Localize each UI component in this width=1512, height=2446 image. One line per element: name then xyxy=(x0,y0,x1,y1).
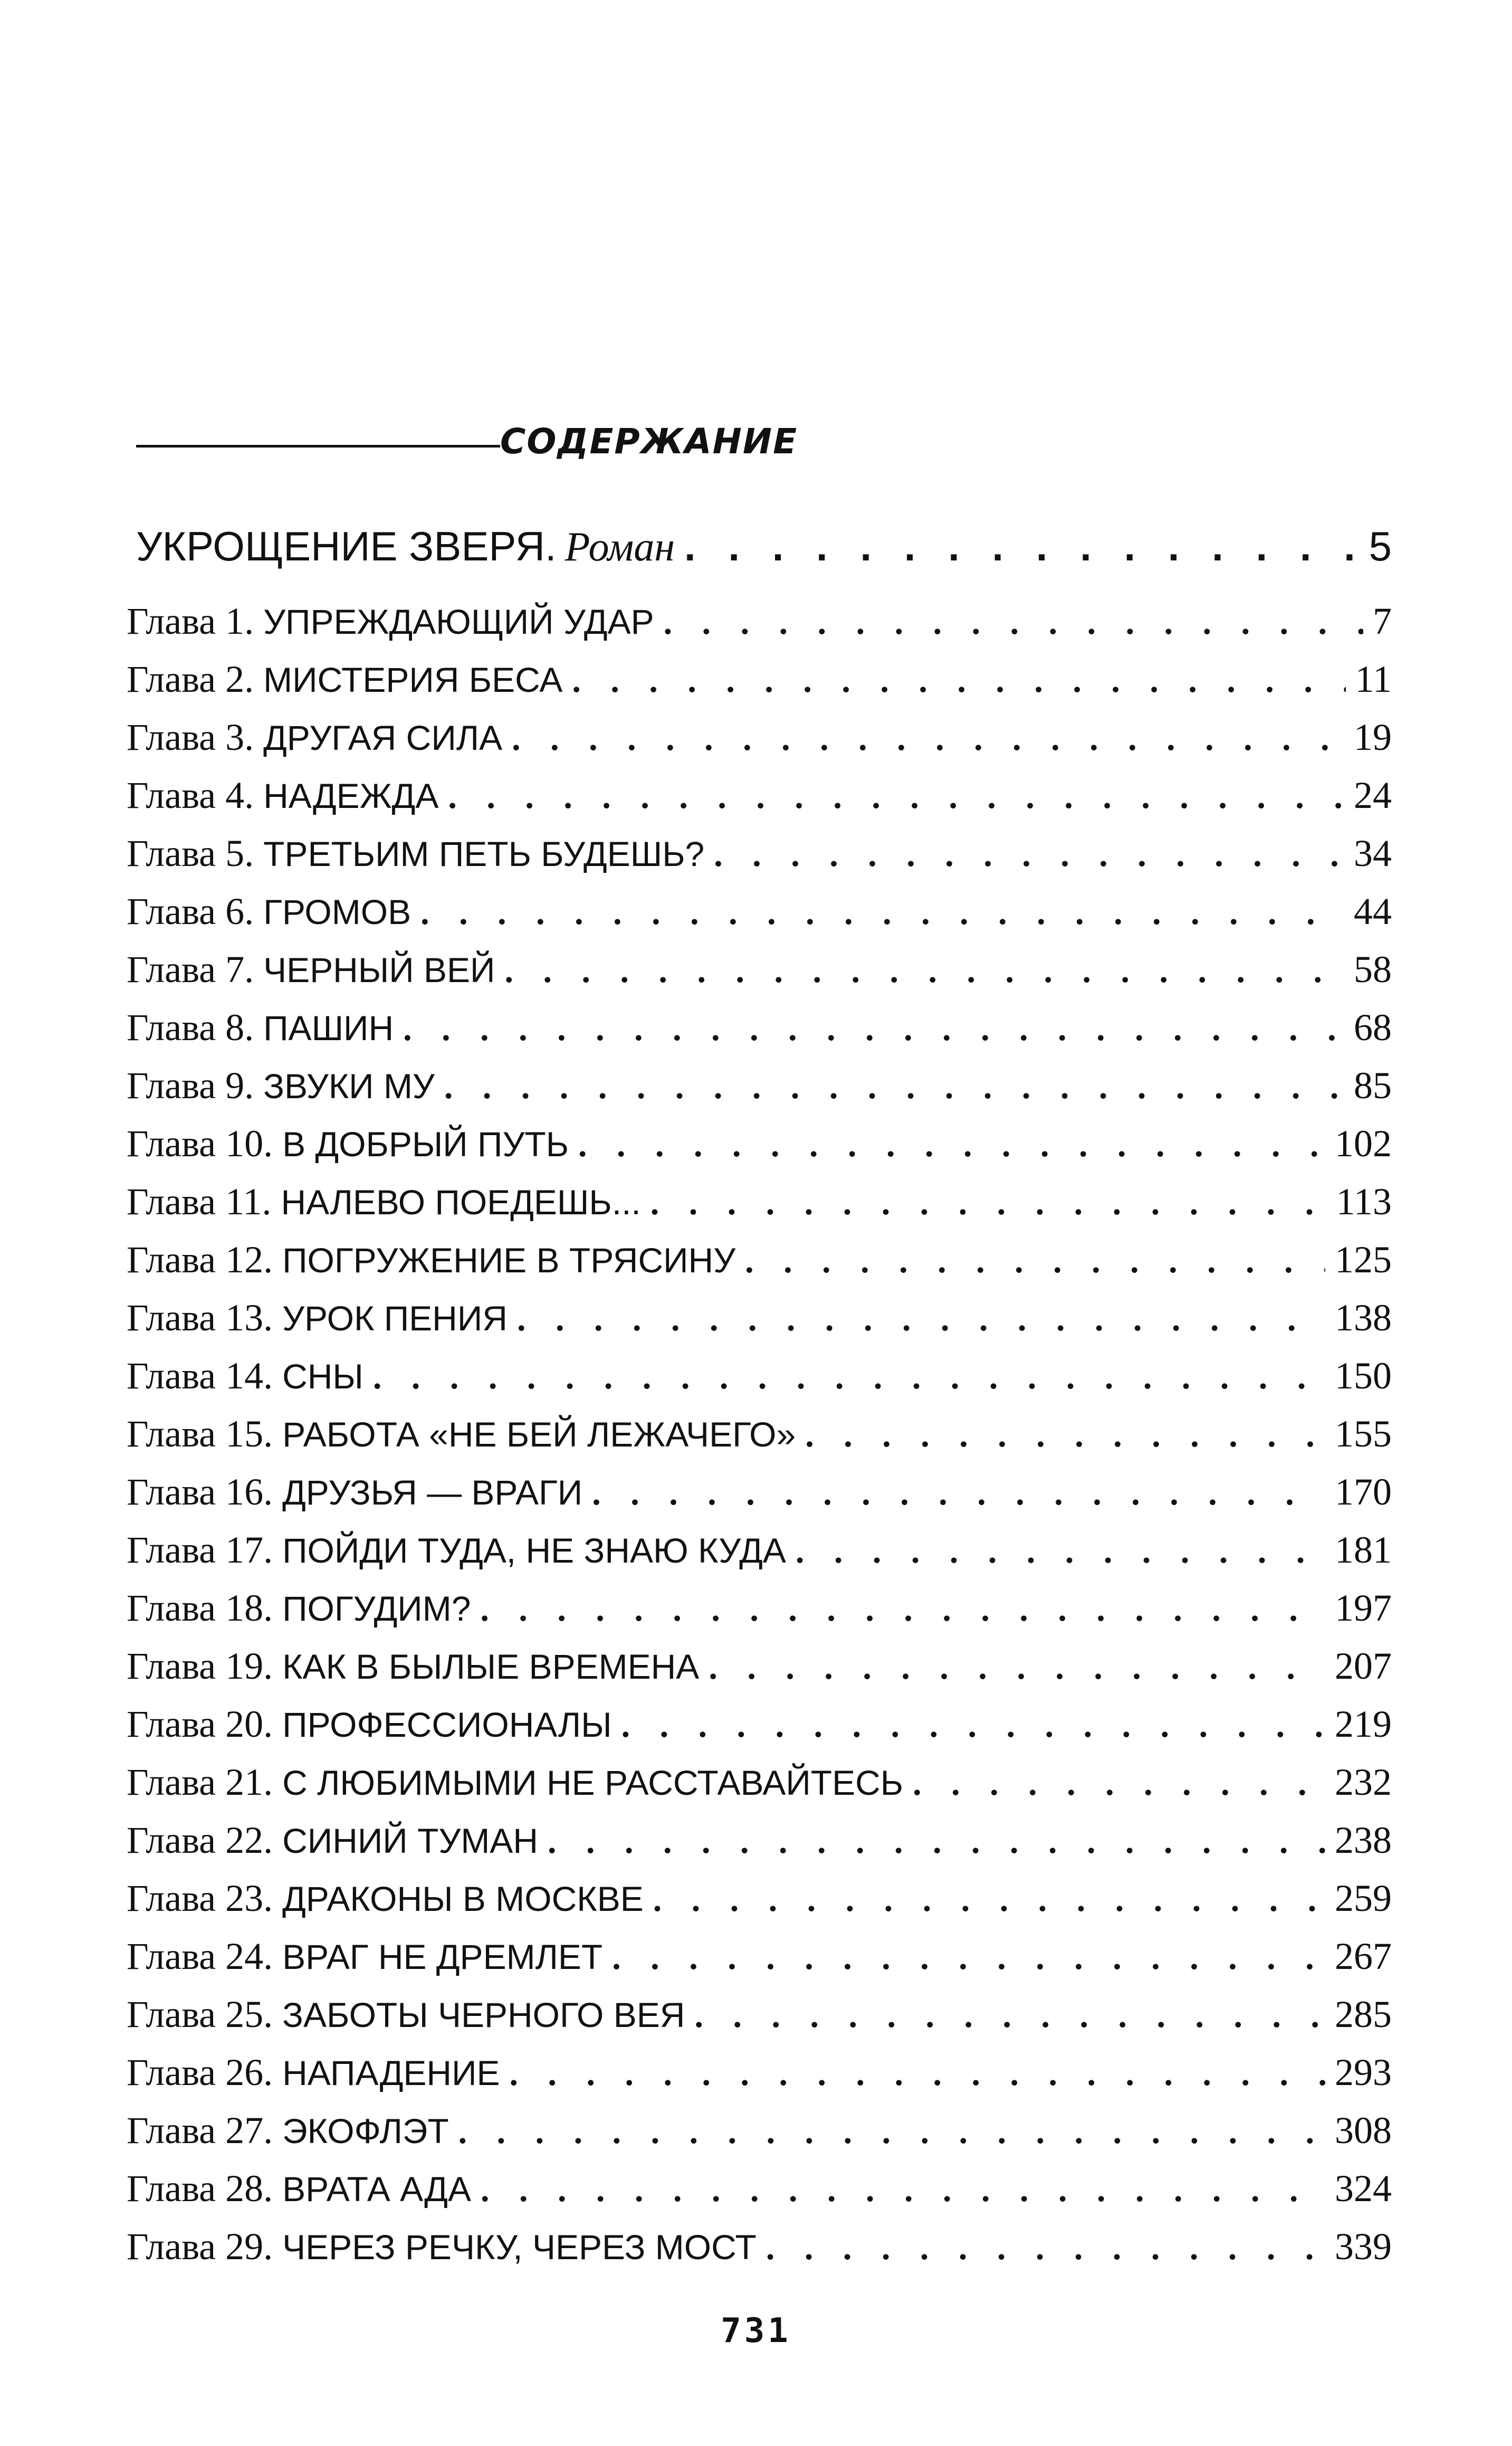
chapter-title: ДРУГАЯ СИЛА xyxy=(263,718,503,757)
chapter-row xyxy=(127,1985,1392,2043)
chapter-title: ПОГРУЖЕНИЕ В ТРЯСИНУ xyxy=(282,1241,736,1280)
chapter-number: Глава 4. xyxy=(127,774,254,816)
chapter-page-number: 34 xyxy=(1354,832,1392,874)
dot-leader xyxy=(480,1581,1325,1639)
dot-leader xyxy=(805,1406,1325,1464)
chapter-page-number: 125 xyxy=(1335,1239,1392,1281)
dot-leader xyxy=(403,1000,1344,1058)
chapter-title: МИСТЕРИЯ БЕСА xyxy=(263,660,563,699)
chapter-title: ЗАБОТЫ ЧЕРНОГО ВЕЯ xyxy=(282,1995,685,2034)
chapter-number: Глава 18. xyxy=(127,1587,273,1629)
chapter-number: Глава 20. xyxy=(127,1703,273,1745)
chapter-row xyxy=(127,882,1392,940)
chapter-title: НАДЕЖДА xyxy=(263,776,439,815)
chapter-number: Глава 17. xyxy=(127,1529,273,1571)
dot-leader xyxy=(766,2219,1325,2277)
chapter-row xyxy=(127,1637,1392,1695)
book-page-number: 5 xyxy=(1369,523,1392,569)
chapter-title: НАЛЕВО ПОЕДЕШЬ... xyxy=(281,1183,641,1222)
chapter-row xyxy=(127,1173,1392,1231)
chapter-row xyxy=(127,650,1392,708)
chapter-number: Глава 8. xyxy=(127,1006,254,1049)
contents-heading-text: СОДЕРЖАНИЕ xyxy=(500,421,798,462)
chapter-title: РАБОТА «НЕ БЕЙ ЛЕЖАЧЕГО» xyxy=(282,1415,796,1454)
chapter-page-number: 85 xyxy=(1354,1064,1392,1107)
dot-leader xyxy=(420,884,1344,942)
chapter-title: ЧЕРНЫЙ ВЕЙ xyxy=(263,950,495,989)
chapter-row xyxy=(127,1463,1392,1521)
dot-leader xyxy=(653,1871,1325,1929)
chapter-number: Глава 22. xyxy=(127,1819,273,1861)
chapter-page-number: 11 xyxy=(1355,658,1392,700)
book-genre: Роман xyxy=(564,524,675,569)
chapter-page-number: 102 xyxy=(1335,1122,1392,1165)
chapter-row xyxy=(127,1695,1392,1753)
chapter-page-number: 293 xyxy=(1335,2051,1392,2093)
chapter-title: ПРОФЕССИОНАЛЫ xyxy=(282,1705,612,1744)
chapter-row xyxy=(127,1927,1392,1985)
chapter-title: ДРУЗЬЯ — ВРАГИ xyxy=(282,1473,583,1512)
chapter-number: Глава 1. xyxy=(127,600,254,642)
chapter-number: Глава 28. xyxy=(127,2167,273,2210)
chapter-page-number: 259 xyxy=(1335,1877,1392,1919)
chapter-page-number: 150 xyxy=(1335,1355,1392,1397)
dot-leader xyxy=(745,1232,1325,1290)
dot-leader xyxy=(458,2103,1325,2161)
contents-heading xyxy=(136,401,798,462)
chapter-page-number: 44 xyxy=(1354,890,1392,932)
dot-leader xyxy=(796,1522,1325,1581)
chapter-page-number: 339 xyxy=(1335,2225,1392,2268)
chapter-row xyxy=(127,2159,1392,2217)
dot-leader xyxy=(572,652,1345,710)
chapter-number: Глава 21. xyxy=(127,1761,273,1803)
chapter-title: ПАШИН xyxy=(263,1008,394,1048)
chapter-title: ПОЙДИ ТУДА, НЕ ЗНАЮ КУДА xyxy=(282,1531,786,1570)
dot-leader xyxy=(664,594,1363,652)
chapter-number: Глава 3. xyxy=(127,716,254,758)
chapter-number: Глава 25. xyxy=(127,1993,273,2035)
chapter-title: ПОГУДИМ? xyxy=(282,1589,471,1628)
chapter-title: КАК В БЫЛЫЕ ВРЕМЕНА xyxy=(282,1647,700,1686)
chapter-row xyxy=(127,708,1392,766)
chapter-row xyxy=(127,824,1392,882)
chapter-number: Глава 11. xyxy=(127,1181,272,1223)
chapter-number: Глава 9. xyxy=(127,1064,254,1107)
chapter-page-number: 207 xyxy=(1335,1645,1392,1687)
chapter-row xyxy=(127,1231,1392,1289)
chapter-row xyxy=(127,998,1392,1057)
chapter-title: СНЫ xyxy=(282,1357,363,1396)
chapter-page-number: 181 xyxy=(1335,1529,1392,1571)
dot-leader xyxy=(913,1755,1325,1813)
chapter-page-number: 197 xyxy=(1335,1587,1392,1629)
chapter-row xyxy=(127,1405,1392,1463)
chapter-page-number: 232 xyxy=(1335,1761,1392,1803)
chapter-row xyxy=(127,1811,1392,1869)
heading-rule xyxy=(136,445,500,448)
chapter-row xyxy=(127,766,1392,824)
chapter-number: Глава 24. xyxy=(127,1935,273,1977)
chapter-title: ГРОМОВ xyxy=(263,892,412,931)
chapter-title: ЧЕРЕЗ РЕЧКУ, ЧЕРЕЗ МОСТ xyxy=(282,2228,757,2267)
chapter-title: НАПАДЕНИЕ xyxy=(282,2053,500,2092)
chapter-title: ТРЕТЬИМ ПЕТЬ БУДЕШЬ? xyxy=(263,834,705,873)
chapter-row xyxy=(127,2043,1392,2101)
chapter-page-number: 285 xyxy=(1335,1993,1392,2035)
chapter-title: ЭКОФЛЭТ xyxy=(282,2111,449,2150)
dot-leader xyxy=(592,1464,1325,1522)
dot-leader xyxy=(448,768,1344,826)
dot-leader xyxy=(548,1813,1325,1871)
chapter-page-number: 68 xyxy=(1354,1006,1392,1049)
dot-leader xyxy=(373,1348,1325,1406)
dot-leader xyxy=(714,826,1344,884)
dot-leader xyxy=(621,1697,1325,1755)
dot-leader xyxy=(650,1174,1327,1232)
book-entry xyxy=(136,512,1392,580)
chapter-row xyxy=(127,592,1392,650)
chapter-page-number: 138 xyxy=(1335,1297,1392,1339)
chapter-page-number: 267 xyxy=(1335,1935,1392,1977)
dot-leader xyxy=(612,1929,1325,1987)
chapter-row xyxy=(127,2101,1392,2159)
page-number: 731 xyxy=(721,2311,791,2350)
chapter-page-number: 219 xyxy=(1335,1703,1392,1745)
chapter-number: Глава 26. xyxy=(127,2051,273,2093)
dot-leader xyxy=(517,1290,1325,1348)
chapter-title: С ЛЮБИМЫМИ НЕ РАССТАВАЙТЕСЬ xyxy=(282,1763,904,1802)
chapter-title: ВРАГ НЕ ДРЕМЛЕТ xyxy=(282,1937,603,1976)
dot-leader xyxy=(684,512,1360,580)
chapter-number: Глава 6. xyxy=(127,890,254,932)
chapter-page-number: 58 xyxy=(1354,948,1392,991)
chapter-number: Глава 7. xyxy=(127,948,254,991)
chapter-title: ЗВУКИ МУ xyxy=(263,1067,435,1106)
chapter-title: УРОК ПЕНИЯ xyxy=(282,1299,508,1338)
chapter-list xyxy=(127,592,1392,2276)
dot-leader xyxy=(505,942,1345,1000)
chapter-row xyxy=(127,1753,1392,1811)
chapter-page-number: 113 xyxy=(1336,1181,1392,1223)
dot-leader xyxy=(578,1116,1325,1174)
chapter-row xyxy=(127,1115,1392,1173)
chapter-row xyxy=(127,2217,1392,2276)
dot-leader xyxy=(510,2045,1325,2103)
dot-leader xyxy=(481,2161,1325,2219)
chapter-row xyxy=(127,1057,1392,1115)
chapter-number: Глава 27. xyxy=(127,2109,273,2152)
dot-leader xyxy=(694,1987,1325,2045)
chapter-page-number: 24 xyxy=(1354,774,1392,816)
dot-leader xyxy=(444,1058,1344,1116)
chapter-page-number: 155 xyxy=(1335,1413,1392,1455)
chapter-page-number: 19 xyxy=(1354,716,1392,758)
chapter-row xyxy=(127,1521,1392,1579)
chapter-title: СИНИЙ ТУМАН xyxy=(282,1821,538,1860)
chapter-number: Глава 19. xyxy=(127,1645,273,1687)
chapter-number: Глава 5. xyxy=(127,832,254,874)
chapter-page-number: 324 xyxy=(1335,2167,1392,2210)
chapter-number: Глава 29. xyxy=(127,2225,273,2268)
chapter-number: Глава 23. xyxy=(127,1877,273,1919)
chapter-page-number: 170 xyxy=(1335,1471,1392,1513)
chapter-number: Глава 13. xyxy=(127,1297,273,1339)
chapter-title: УПРЕЖДАЮЩИЙ УДАР xyxy=(263,602,654,641)
chapter-page-number: 7 xyxy=(1373,600,1392,642)
book-title: УКРОЩЕНИЕ ЗВЕРЯ. xyxy=(136,523,557,569)
chapter-number: Глава 12. xyxy=(127,1239,273,1281)
dot-leader xyxy=(512,710,1344,768)
chapter-number: Глава 2. xyxy=(127,658,254,700)
chapter-row xyxy=(127,1579,1392,1637)
chapter-page-number: 238 xyxy=(1335,1819,1392,1861)
chapter-number: Глава 10. xyxy=(127,1122,273,1165)
chapter-page-number: 308 xyxy=(1335,2109,1392,2152)
chapter-row xyxy=(127,1289,1392,1347)
chapter-row xyxy=(127,1347,1392,1405)
chapter-number: Глава 14. xyxy=(127,1355,273,1397)
chapter-number: Глава 16. xyxy=(127,1471,273,1513)
chapter-title: ВРАТА АДА xyxy=(282,2169,472,2209)
chapter-number: Глава 15. xyxy=(127,1413,273,1455)
chapter-title: ДРАКОНЫ В МОСКВЕ xyxy=(282,1879,644,1918)
dot-leader xyxy=(709,1639,1325,1697)
chapter-title: В ДОБРЫЙ ПУТЬ xyxy=(282,1125,569,1164)
chapter-row xyxy=(127,940,1392,998)
chapter-row xyxy=(127,1869,1392,1927)
